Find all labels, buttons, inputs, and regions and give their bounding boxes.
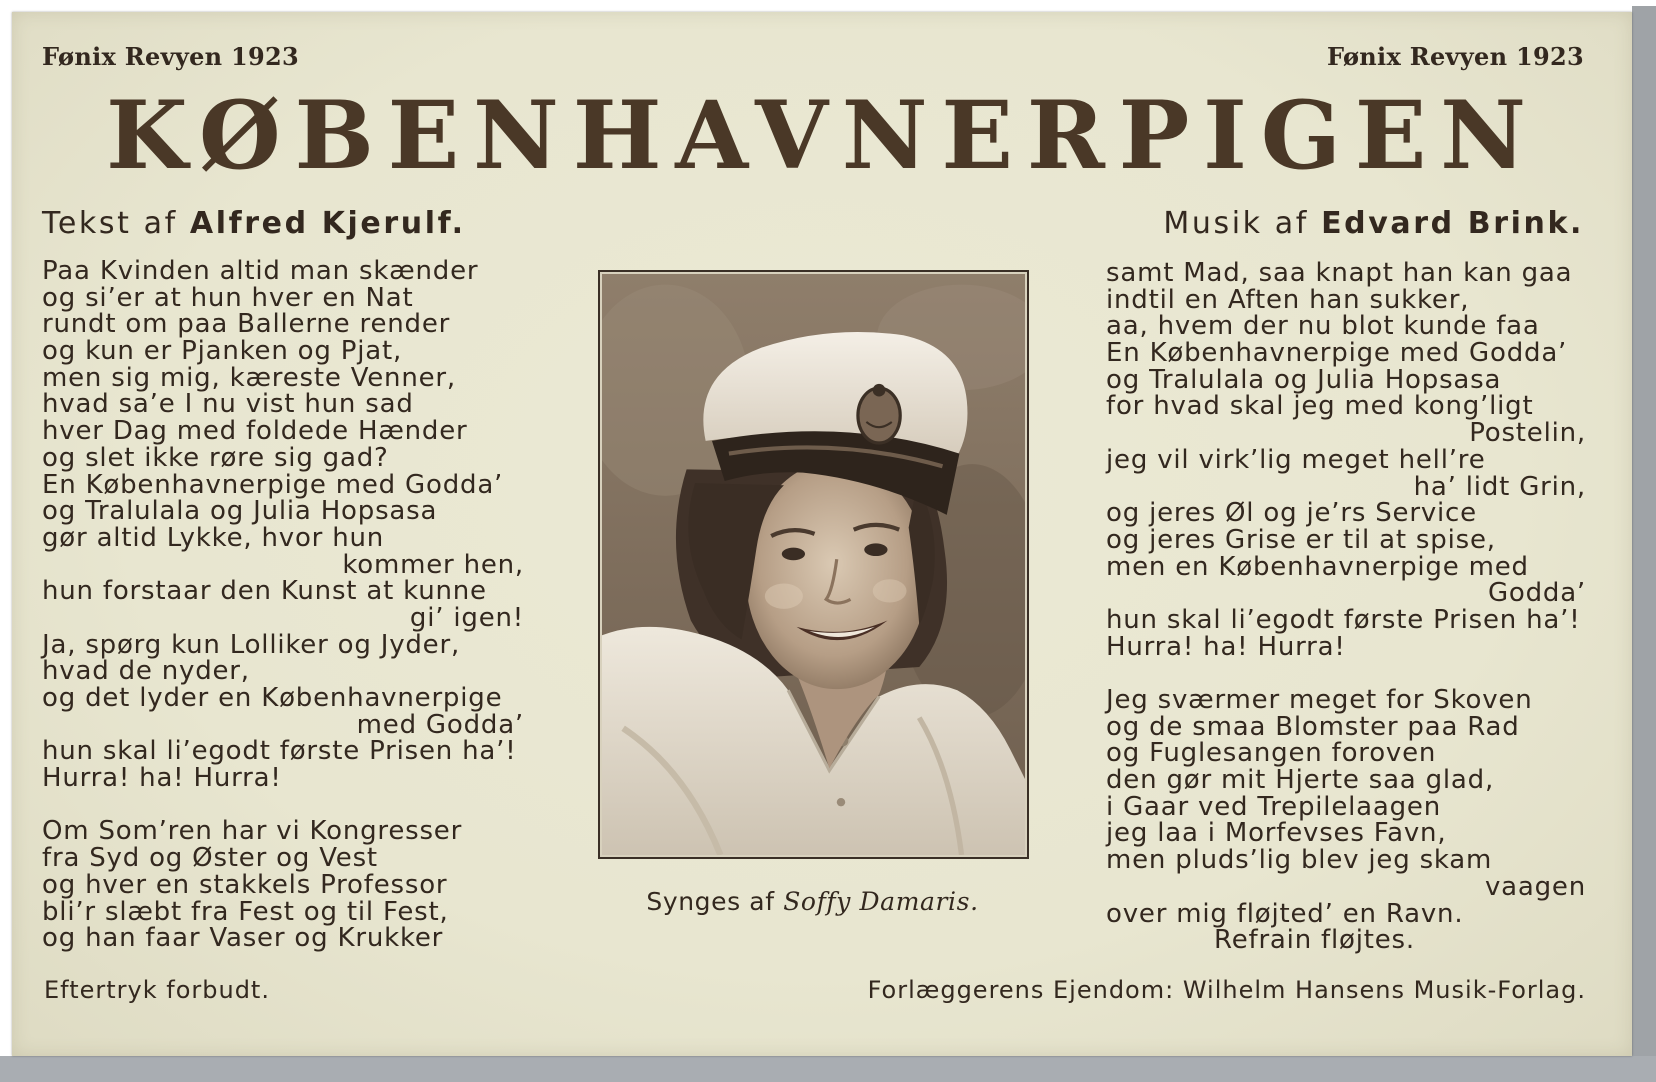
scanner-edge-right bbox=[1632, 6, 1656, 1082]
verse-line: Hurra! ha! Hurra! bbox=[1106, 631, 1346, 662]
verse-line: og Tralulala og Julia Hopsasa bbox=[42, 496, 438, 527]
lyrics-prefix: Tekst af bbox=[42, 206, 178, 241]
verse-line: men sig mig, kæreste Venner, bbox=[42, 362, 456, 393]
verse-line: gør altid Lykke, hvor hun bbox=[42, 522, 385, 553]
caption-prefix: Synges af bbox=[646, 887, 775, 916]
verse-line: Paa Kvinden altid man skænder bbox=[42, 256, 479, 286]
verse-line: jeg laa i Morfevses Favn, bbox=[1106, 818, 1447, 849]
publisher-notice: Forlæggerens Ejendom: Wilhelm Hansens Musik-Forlag. bbox=[867, 976, 1586, 1004]
lyricist-name: Alfred Kjerulf. bbox=[189, 206, 466, 241]
verse-column-left bbox=[42, 258, 524, 952]
verse-column-right bbox=[1106, 260, 1586, 954]
verse-line: hvad sa’e I nu vist hun sad bbox=[42, 389, 414, 420]
verse-line: hver Dag med foldede Hænder bbox=[42, 416, 468, 447]
eye-right bbox=[864, 543, 887, 556]
composer-credit bbox=[1163, 206, 1584, 241]
header-left-revue: Fønix Revyen 1923 bbox=[42, 42, 300, 71]
verse-line: og si’er at hun hver en Nat bbox=[42, 282, 414, 313]
lyricist-credit bbox=[42, 206, 466, 241]
verse-line: jeg vil virk’lig meget hell’re bbox=[1106, 444, 1486, 475]
scanner-edge-bottom bbox=[0, 1056, 1656, 1082]
reprint-notice: Eftertryk forbudt. bbox=[44, 976, 270, 1004]
verse-line: hun forstaar den Kunst at kunne bbox=[42, 576, 487, 607]
verse-line: hun skal li’egodt første Prisen ha’! bbox=[42, 736, 517, 767]
singer-name: Soffy Damaris. bbox=[783, 887, 979, 916]
music-prefix: Musik af bbox=[1163, 206, 1309, 241]
verse-line: for hvad skal jeg med kong’ligt bbox=[1106, 391, 1534, 422]
verse-line-continuation: gi’ igen! bbox=[409, 602, 524, 633]
stanza-break bbox=[1106, 660, 1586, 687]
header-right-revue: Fønix Revyen 1923 bbox=[1326, 42, 1584, 71]
verse-line: Jeg sværmer meget for Skoven bbox=[1106, 685, 1533, 715]
verse-line: men en Københavnerpige med bbox=[1106, 551, 1529, 582]
verse-line-continuation: ha’ lidt Grin, bbox=[1413, 471, 1586, 502]
verse-line: Hurra! ha! Hurra! bbox=[42, 763, 282, 794]
verse-line: og hver en stakkels Professor bbox=[42, 869, 448, 900]
verse-line: og Tralulala og Julia Hopsasa bbox=[1106, 364, 1502, 395]
verse-line: over mig fløjted’ en Ravn. bbox=[1106, 898, 1464, 929]
portrait-photo bbox=[602, 274, 1025, 855]
verse-line: og Fuglesangen foroven bbox=[1106, 738, 1437, 769]
verse-line-continuation: Postelin, bbox=[1469, 418, 1586, 449]
verse-line-continuation: Godda’ bbox=[1487, 578, 1586, 609]
verse-line: En Københavnerpige med Godda’ bbox=[42, 469, 504, 500]
verse-line: og jeres Øl og je’rs Service bbox=[1106, 498, 1477, 529]
verse-line: i Gaar ved Trepilelaagen bbox=[1106, 791, 1441, 822]
verse-line: og han faar Vaser og Krukker bbox=[42, 923, 444, 954]
composer-name: Edvard Brink. bbox=[1321, 206, 1584, 241]
stanza-break bbox=[42, 792, 524, 819]
verse-line: og kun er Pjanken og Pjat, bbox=[42, 336, 403, 367]
verse-line: fra Syd og Øster og Vest bbox=[42, 843, 378, 874]
verse-line: En Københavnerpige med Godda’ bbox=[1106, 338, 1568, 369]
verse-line: den gør mit Hjerte saa glad, bbox=[1106, 765, 1495, 796]
refrain-note: Refrain fløjtes. bbox=[1214, 925, 1415, 956]
verse-line-continuation: med Godda’ bbox=[356, 709, 524, 740]
verse-line: og det lyder en Københavnerpige bbox=[42, 683, 503, 713]
verse-line: rundt om paa Ballerne render bbox=[42, 309, 451, 340]
verse-line: Ja, spørg kun Lolliker og Jyder, bbox=[42, 629, 461, 660]
verse-line: hvad de nyder, bbox=[42, 656, 250, 687]
song-title: KØBENHAVNERPIGEN bbox=[106, 81, 1540, 191]
eye-left bbox=[782, 548, 805, 561]
verse-line: aa, hvem der nu blot kunde faa bbox=[1106, 311, 1540, 342]
photo-caption bbox=[598, 889, 1027, 914]
verse-line: bli’r slæbt fra Fest og til Fest, bbox=[42, 896, 449, 927]
verse-line-continuation: vaagen bbox=[1484, 871, 1586, 902]
verse-line: og de smaa Blomster paa Rad bbox=[1106, 711, 1520, 742]
verse-line: indtil en Aften han sukker, bbox=[1106, 284, 1470, 315]
portrait-photo-frame bbox=[598, 270, 1029, 859]
verse-line: samt Mad, saa knapt han kan gaa bbox=[1106, 258, 1573, 288]
verse-line: men pluds’lig blev jeg skam bbox=[1106, 845, 1493, 876]
verse-line: og jeres Grise er til at spise, bbox=[1106, 524, 1496, 555]
verse-line: Om Som’ren har vi Kongresser bbox=[42, 816, 463, 847]
verse-line-continuation: kommer hen, bbox=[342, 549, 524, 580]
verse-line: hun skal li’egodt første Prisen ha’! bbox=[1106, 604, 1581, 635]
verse-line: og slet ikke røre sig gad? bbox=[42, 442, 389, 473]
